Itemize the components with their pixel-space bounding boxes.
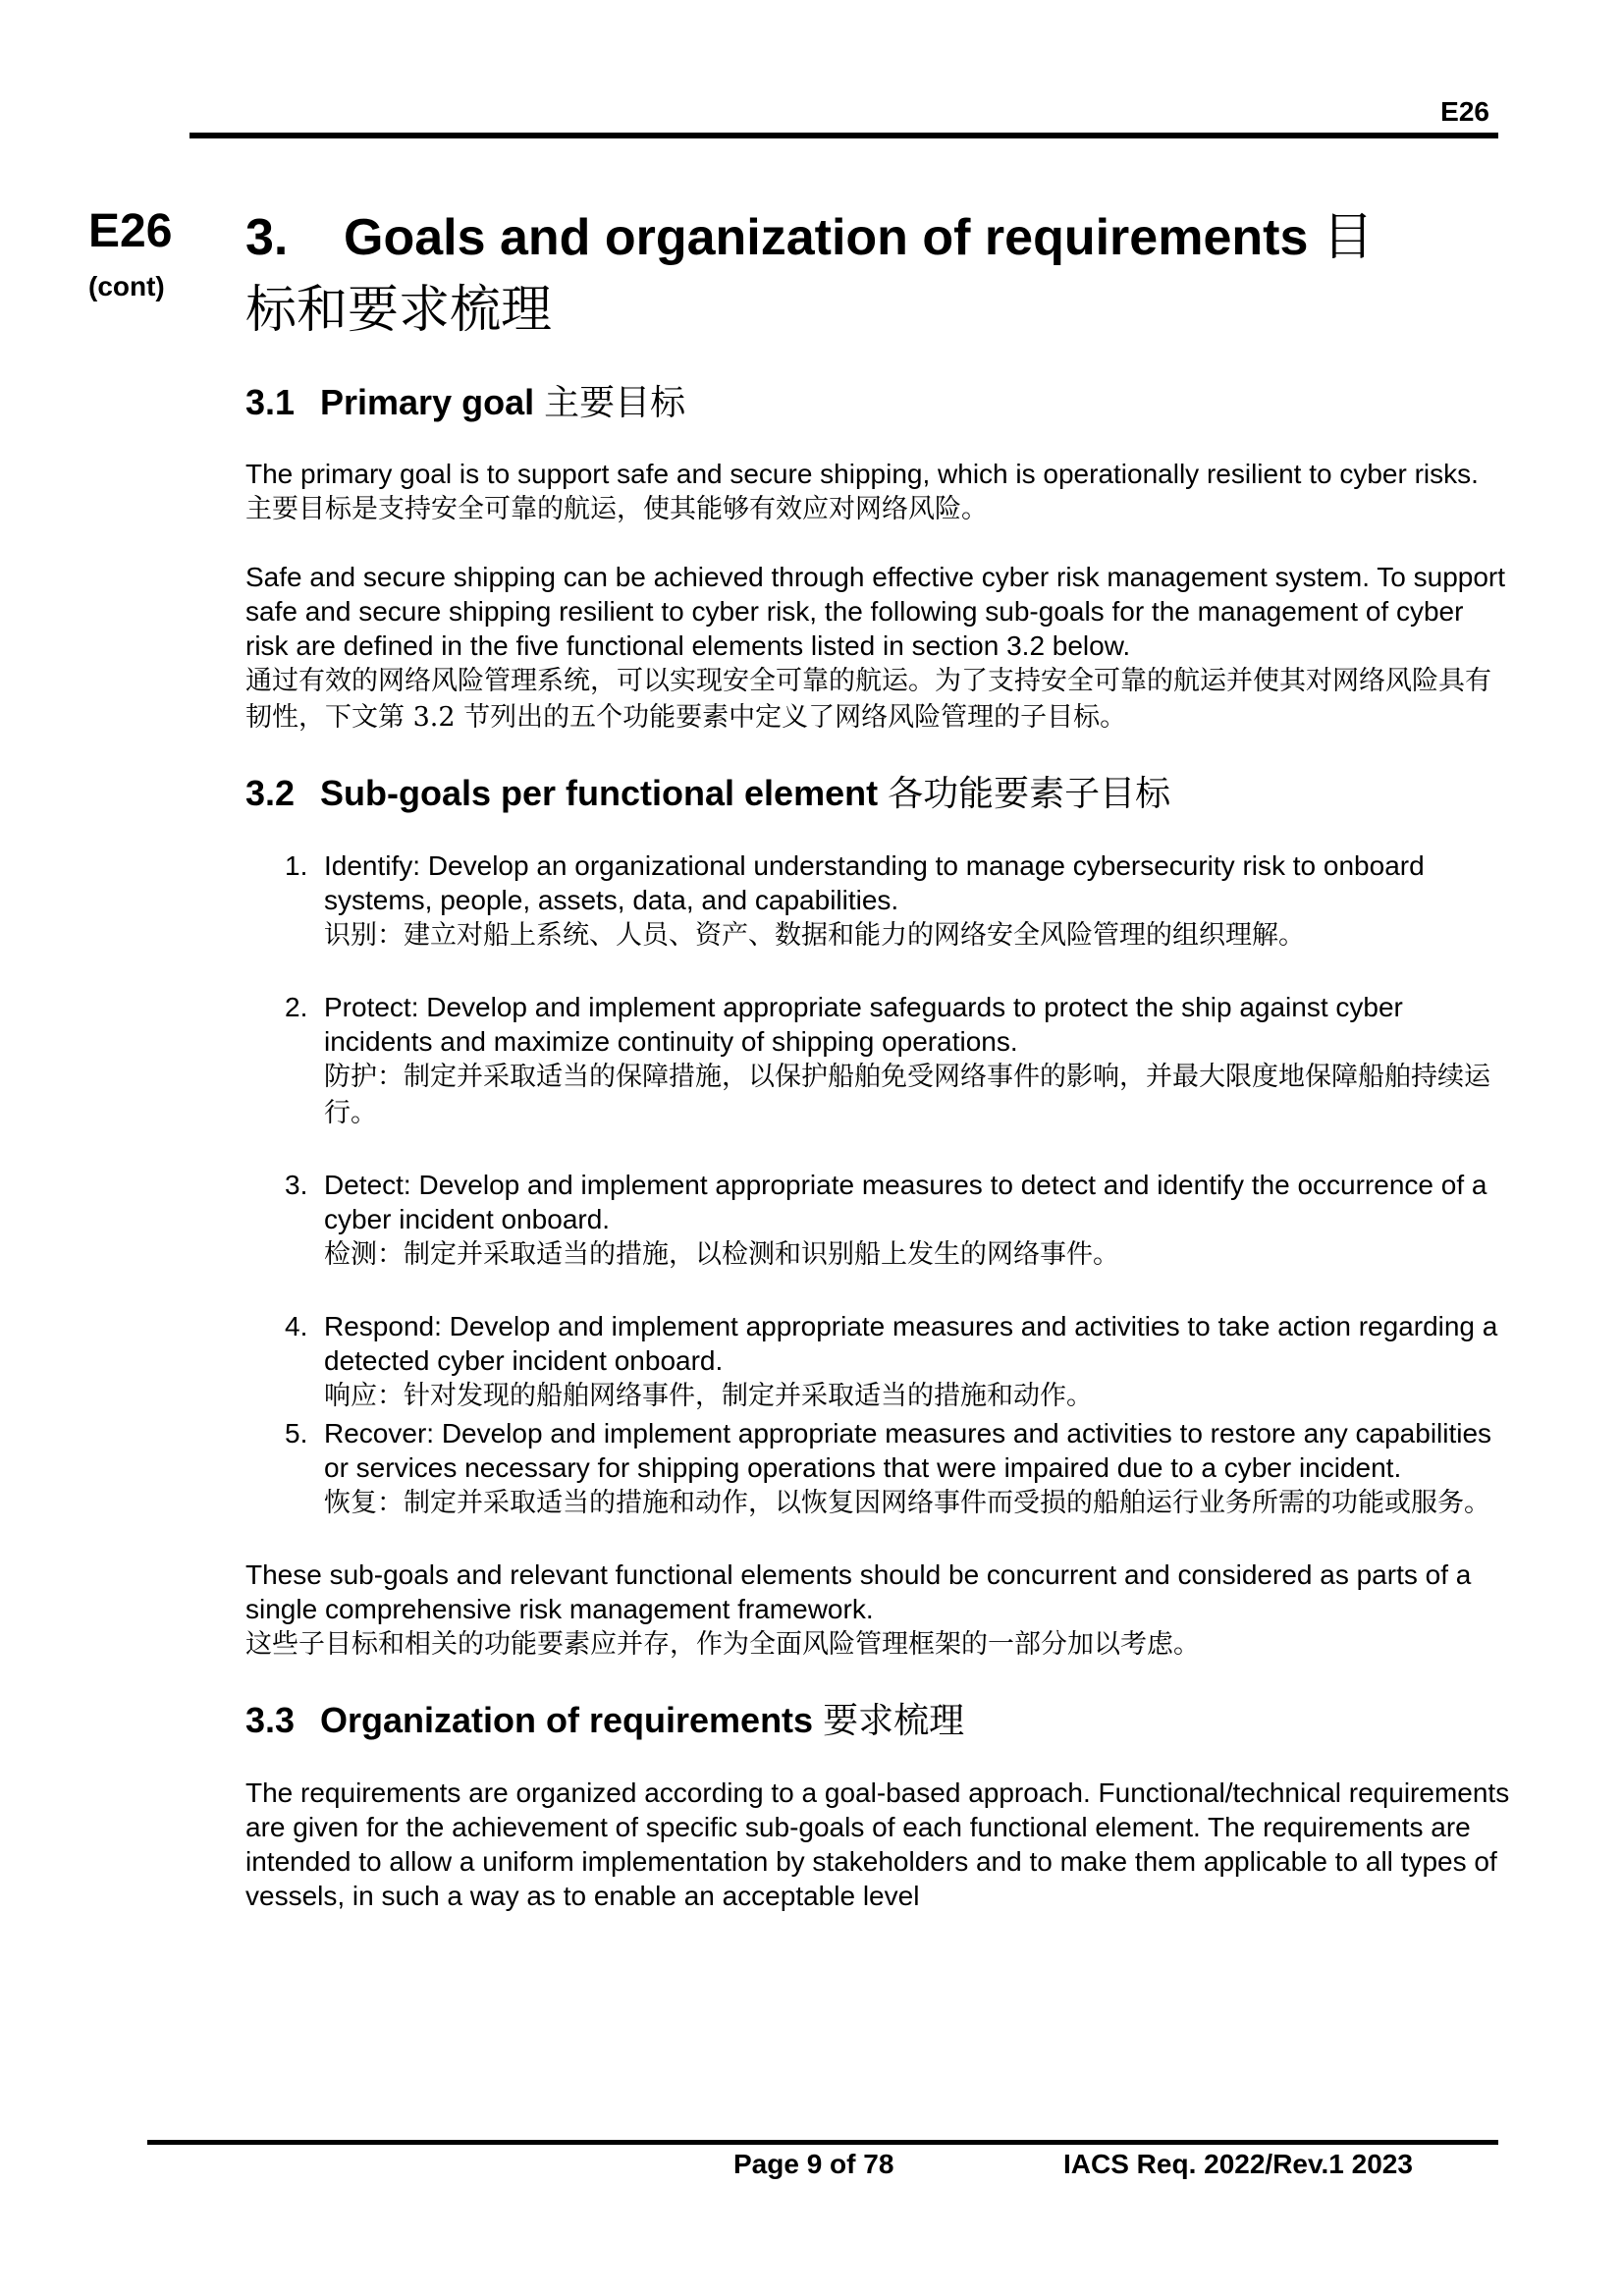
sub-goals-summary-paragraph-cn: 这些子目标和相关的功能要素应并存，作为全面风险管理框架的一部分加以考虑。 <box>245 1629 1200 1660</box>
primary-goal-paragraph-cn: 主要目标是支持安全可靠的航运，使其能够有效应对网络风险。 <box>245 494 988 524</box>
primary-goal-paragraph: The primary goal is to support safe and secure shipping, which is operationally resilient to cyber risks. <box>245 459 1479 489</box>
subsection-3-2-heading <box>245 771 1512 817</box>
list-item-text: Protect: Develop and implement appropriate safeguards to protect the ship against cyber incidents and maximize continuity of shipping operations. <box>324 992 1403 1057</box>
footer-document-reference: IACS Req. 2022/Rev.1 2023 <box>1063 2149 1413 2179</box>
header-rule <box>189 133 1498 138</box>
list-item <box>245 1416 1512 1521</box>
subsection-title-cn: 主要目标 <box>544 383 686 423</box>
list-item-text-cn: 检测：制定并采取适当的措施，以检测和识别船上发生的网络事件。 <box>324 1239 1119 1270</box>
footer-page-number: Page 9 of 78 <box>733 2149 894 2179</box>
list-item-text-cn: 防护：制定并采取适当的保障措施，以保护船舶免受网络事件的影响，并最大限度地保障船舶持续运行。 <box>324 1062 1490 1128</box>
list-item-text: Detect: Develop and implement appropriate measures to detect and identify the occurrence of a cyber incident onboard. <box>324 1170 1487 1234</box>
section-number: 3. <box>245 209 289 266</box>
section-title-cn-part-1: 目 <box>1322 208 1374 267</box>
header-document-code: E26 <box>1440 96 1489 127</box>
organization-paragraph: The requirements are organized according to a goal-based approach. Functional/technical requirements are given for the achievement of specific sub-goals of each functional element. The requirements are intended to allow a uniform implementation by stakeholders and to make them applicable to all types of vessels, in such a way as to enable an acceptable level <box>245 1777 1510 1911</box>
margin-continued-label: (cont) <box>88 271 165 301</box>
list-item <box>245 848 1512 954</box>
list-item-marker: 2. <box>285 992 308 1022</box>
list-item-text-cn: 识别：建立对船上系统、人员、资产、数据和能力的网络安全风险管理的组织理解。 <box>324 920 1305 951</box>
list-item <box>245 1309 1512 1414</box>
subsection-title: Primary goal <box>320 382 535 422</box>
list-item-marker: 3. <box>285 1170 308 1200</box>
subsection-number: 3.3 <box>245 1700 296 1740</box>
list-item-text-cn: 恢复：制定并采取适当的措施和动作，以恢复因网络事件而受损的船舶运行业务所需的功能或服务。 <box>324 1488 1490 1518</box>
section-title-cn-part-2: 标和要求梳理 <box>245 281 553 340</box>
list-item <box>245 1168 1512 1273</box>
footer-rule <box>147 2140 1498 2145</box>
page-content <box>245 201 1512 1913</box>
section-3-heading <box>245 201 1512 347</box>
subsection-title: Sub-goals per functional element <box>320 773 879 813</box>
subsection-title-cn: 各功能要素子目标 <box>888 774 1171 814</box>
safe-shipping-paragraph-cn: 通过有效的网络风险管理系统，可以实现安全可靠的航运。为了支持安全可靠的航运并使其对网络风险具有韧性，下文第 3.2 节列出的五个功能要素中定义了网络风险管理的子目标。 <box>245 666 1491 733</box>
section-title: Goals and organization of requirements <box>344 209 1309 266</box>
list-item-marker: 5. <box>285 1418 308 1449</box>
sub-goals-list <box>245 848 1512 1521</box>
subsection-title-cn: 要求梳理 <box>823 1701 965 1741</box>
margin-document-code: E26 <box>88 205 173 257</box>
list-item-text: Identify: Develop an organizational understanding to manage cybersecurity risk to onboard systems, people, assets, data, and capabilities. <box>324 850 1425 915</box>
sub-goals-summary-paragraph: These sub-goals and relevant functional elements should be concurrent and considered as parts of a single comprehensive risk management framework. <box>245 1559 1472 1624</box>
list-item-marker: 4. <box>285 1311 308 1341</box>
safe-shipping-paragraph: Safe and secure shipping can be achieved through effective cyber risk management system. To support safe and secure shipping resilient to cyber risk, the following sub-goals for the management of cyber risk are defined in the five functional elements listed in section 3.2 below. <box>245 562 1506 661</box>
subsection-title: Organization of requirements <box>320 1700 814 1740</box>
subsection-number: 3.1 <box>245 382 296 422</box>
list-item <box>245 990 1512 1131</box>
list-item-text-cn: 响应：针对发现的船舶网络事件，制定并采取适当的措施和动作。 <box>324 1381 1093 1411</box>
subsection-number: 3.2 <box>245 773 296 813</box>
list-item-marker: 1. <box>285 850 308 881</box>
list-item-text: Respond: Develop and implement appropriate measures and activities to take action regarding a detected cyber incident onboard. <box>324 1311 1498 1376</box>
subsection-3-1-heading <box>245 380 1512 426</box>
list-item-text: Recover: Develop and implement appropriate measures and activities to restore any capabilities or services necessary for shipping operations that were impaired due to a cyber incident. <box>324 1418 1492 1483</box>
subsection-3-3-heading <box>245 1698 1512 1744</box>
